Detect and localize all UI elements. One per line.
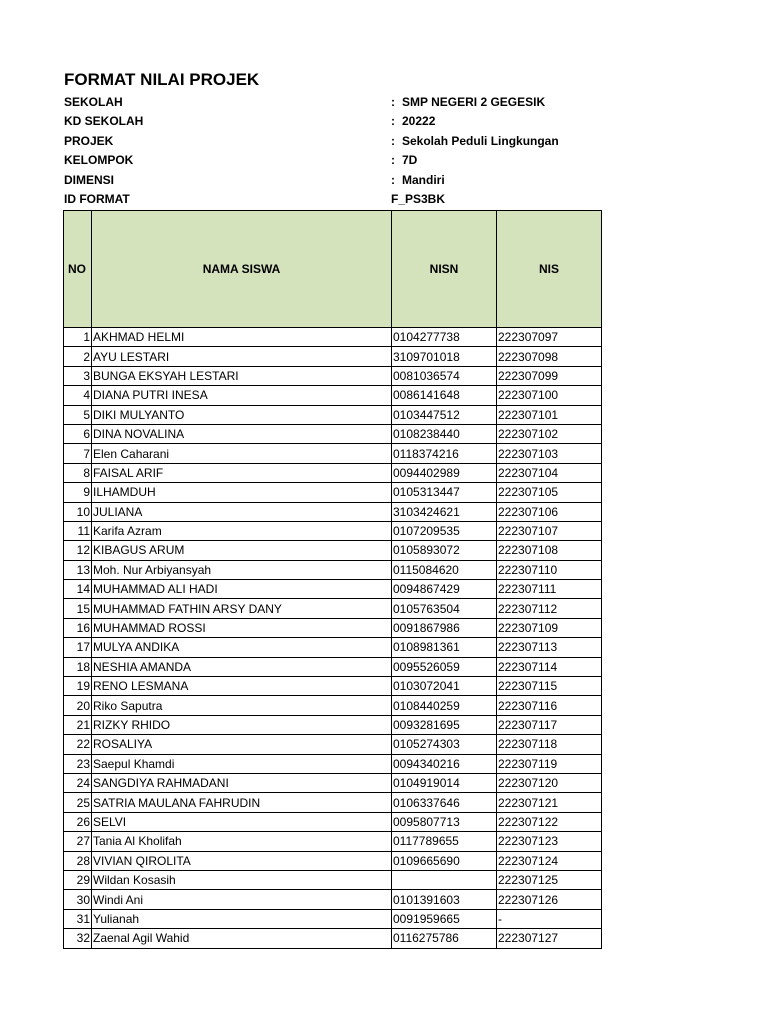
cell-nis: 222307120	[497, 773, 602, 792]
cell-nis: 222307121	[497, 793, 602, 812]
cell-nisn	[392, 870, 497, 889]
cell-no: 28	[64, 851, 92, 870]
cell-nisn: 0091867986	[392, 618, 497, 637]
table-row	[64, 521, 602, 540]
meta-value-row	[391, 172, 445, 188]
cell-nis: 222307125	[497, 870, 602, 889]
cell-no: 32	[64, 929, 92, 948]
table-row	[64, 386, 602, 405]
table-row	[64, 696, 602, 715]
cell-no: 7	[64, 444, 92, 463]
table-row	[64, 502, 602, 521]
table-row	[64, 463, 602, 482]
table-row	[64, 560, 602, 579]
cell-nis: -	[497, 909, 602, 928]
cell-nisn: 0109665690	[392, 851, 497, 870]
cell-nis: 222307099	[497, 366, 602, 385]
header-name: NAMA SISWA	[92, 211, 392, 328]
cell-nisn: 0094402989	[392, 463, 497, 482]
cell-name: Wildan Kosasih	[92, 870, 392, 889]
table-row	[64, 347, 602, 366]
meta-colon: :	[391, 153, 395, 168]
table-row	[64, 735, 602, 754]
cell-nis: 222307100	[497, 386, 602, 405]
cell-nis: 222307105	[497, 483, 602, 502]
meta-label: DIMENSI	[64, 172, 115, 187]
cell-no: 15	[64, 599, 92, 618]
cell-nis: 222307116	[497, 696, 602, 715]
cell-nisn: 0104919014	[392, 773, 497, 792]
table-row	[64, 366, 602, 385]
cell-no: 2	[64, 347, 92, 366]
table-body	[64, 328, 602, 949]
meta-value: Sekolah Peduli Lingkungan	[402, 133, 559, 148]
cell-name: AYU LESTARI	[92, 347, 392, 366]
meta-value: SMP NEGERI 2 GEGESIK	[402, 95, 546, 109]
cell-nisn: 0106337646	[392, 793, 497, 812]
header-no: NO	[64, 211, 92, 328]
cell-nisn: 0091959665	[392, 909, 497, 928]
table-row	[64, 677, 602, 696]
table-row	[64, 773, 602, 792]
cell-name: MUHAMMAD ROSSI	[92, 618, 392, 637]
cell-no: 17	[64, 638, 92, 657]
cell-name: Karifa Azram	[92, 521, 392, 540]
table-row	[64, 618, 602, 637]
table-row	[64, 929, 602, 948]
cell-nisn: 0101391603	[392, 890, 497, 909]
cell-name: BUNGA EKSYAH LESTARI	[92, 366, 392, 385]
cell-nis: 222307113	[497, 638, 602, 657]
cell-no: 13	[64, 560, 92, 579]
cell-no: 29	[64, 870, 92, 889]
cell-nisn: 0108440259	[392, 696, 497, 715]
cell-nisn: 0105763504	[392, 599, 497, 618]
cell-nisn: 0105274303	[392, 735, 497, 754]
cell-name: ROSALIYA	[92, 735, 392, 754]
cell-name: NESHIA AMANDA	[92, 657, 392, 676]
cell-name: AKHMAD HELMI	[92, 328, 392, 347]
cell-nisn: 0103072041	[392, 677, 497, 696]
cell-nisn: 0108981361	[392, 638, 497, 657]
cell-nis: 222307119	[497, 754, 602, 773]
cell-nis: 222307106	[497, 502, 602, 521]
meta-colon: :	[391, 172, 395, 187]
table-row	[64, 580, 602, 599]
cell-nisn: 3103424621	[392, 502, 497, 521]
cell-nisn: 0094867429	[392, 580, 497, 599]
cell-no: 1	[64, 328, 92, 347]
meta-value-row	[391, 133, 559, 149]
cell-nis: 222307118	[497, 735, 602, 754]
meta-value: 7D	[402, 153, 418, 168]
cell-no: 5	[64, 405, 92, 424]
cell-nisn: 0086141648	[392, 386, 497, 405]
cell-no: 21	[64, 715, 92, 734]
cell-nisn: 0118374216	[392, 444, 497, 463]
cell-nis: 222307101	[497, 405, 602, 424]
cell-nisn: 0105893072	[392, 541, 497, 560]
cell-nis: 222307124	[497, 851, 602, 870]
table-row	[64, 424, 602, 443]
cell-name: Windi Ani	[92, 890, 392, 909]
meta-value: 20222	[402, 114, 436, 129]
cell-name: MULYA ANDIKA	[92, 638, 392, 657]
cell-no: 9	[64, 483, 92, 502]
meta-colon: :	[391, 114, 395, 129]
table-row	[64, 328, 602, 347]
cell-nisn: 0117789655	[392, 832, 497, 851]
cell-nis: 222307103	[497, 444, 602, 463]
table-row	[64, 541, 602, 560]
meta-value-row	[391, 152, 417, 168]
cell-name: DIKI MULYANTO	[92, 405, 392, 424]
table-row	[64, 832, 602, 851]
cell-nis: 222307098	[497, 347, 602, 366]
cell-nisn: 0108238440	[392, 424, 497, 443]
cell-name: SATRIA MAULANA FAHRUDIN	[92, 793, 392, 812]
cell-no: 10	[64, 502, 92, 521]
meta-value-row	[391, 191, 445, 207]
meta-label: PROJEK	[64, 133, 114, 148]
cell-name: DIANA PUTRI INESA	[92, 386, 392, 405]
table-row	[64, 405, 602, 424]
cell-no: 30	[64, 890, 92, 909]
cell-nisn: 0103447512	[392, 405, 497, 424]
meta-value-row	[391, 94, 545, 110]
cell-no: 19	[64, 677, 92, 696]
cell-no: 14	[64, 580, 92, 599]
cell-name: MUHAMMAD ALI HADI	[92, 580, 392, 599]
cell-no: 16	[64, 618, 92, 637]
cell-name: JULIANA	[92, 502, 392, 521]
cell-name: Riko Saputra	[92, 696, 392, 715]
cell-name: VIVIAN QIROLITA	[92, 851, 392, 870]
cell-nisn: 0116275786	[392, 929, 497, 948]
meta-colon: :	[391, 95, 395, 109]
cell-name: ILHAMDUH	[92, 483, 392, 502]
table-row	[64, 890, 602, 909]
cell-no: 20	[64, 696, 92, 715]
cell-nis: 222307122	[497, 812, 602, 831]
table-row	[64, 638, 602, 657]
cell-name: Moh. Nur Arbiyansyah	[92, 560, 392, 579]
cell-name: Tania Al Kholifah	[92, 832, 392, 851]
cell-nisn: 0115084620	[392, 560, 497, 579]
cell-nis: 222307102	[497, 424, 602, 443]
cell-no: 4	[64, 386, 92, 405]
table-row	[64, 851, 602, 870]
cell-nis: 222307115	[497, 677, 602, 696]
table-row	[64, 599, 602, 618]
table-row	[64, 754, 602, 773]
header-nisn: NISN	[392, 211, 497, 328]
cell-nisn: 0095526059	[392, 657, 497, 676]
cell-nis: 222307112	[497, 599, 602, 618]
cell-nis: 222307114	[497, 657, 602, 676]
cell-name: SANGDIYA RAHMADANI	[92, 773, 392, 792]
cell-nisn: 3109701018	[392, 347, 497, 366]
cell-no: 25	[64, 793, 92, 812]
student-table	[63, 210, 602, 949]
cell-name: Yulianah	[92, 909, 392, 928]
cell-no: 26	[64, 812, 92, 831]
cell-name: SELVI	[92, 812, 392, 831]
cell-nis: 222307104	[497, 463, 602, 482]
cell-no: 31	[64, 909, 92, 928]
cell-name: Zaenal Agil Wahid	[92, 929, 392, 948]
cell-nisn: 0107209535	[392, 521, 497, 540]
cell-no: 12	[64, 541, 92, 560]
cell-nis: 222307123	[497, 832, 602, 851]
cell-name: RIZKY RHIDO	[92, 715, 392, 734]
cell-nisn: 0104277738	[392, 328, 497, 347]
cell-name: Saepul Khamdi	[92, 754, 392, 773]
table-row	[64, 793, 602, 812]
table-row	[64, 444, 602, 463]
cell-nisn: 0105313447	[392, 483, 497, 502]
cell-no: 11	[64, 521, 92, 540]
meta-value-row	[391, 113, 435, 129]
meta-colon: :	[391, 133, 395, 148]
cell-nis: 222307111	[497, 580, 602, 599]
cell-no: 8	[64, 463, 92, 482]
cell-nis: 222307097	[497, 328, 602, 347]
cell-name: DINA NOVALINA	[92, 424, 392, 443]
cell-name: Elen Caharani	[92, 444, 392, 463]
cell-no: 6	[64, 424, 92, 443]
meta-value: Mandiri	[402, 172, 445, 187]
header-nis: NIS	[497, 211, 602, 328]
cell-no: 24	[64, 773, 92, 792]
cell-nis: 222307110	[497, 560, 602, 579]
table-row	[64, 483, 602, 502]
table-row	[64, 657, 602, 676]
cell-nisn: 0081036574	[392, 366, 497, 385]
cell-no: 27	[64, 832, 92, 851]
cell-no: 23	[64, 754, 92, 773]
cell-no: 3	[64, 366, 92, 385]
meta-label: SEKOLAH	[64, 95, 123, 109]
cell-no: 22	[64, 735, 92, 754]
cell-nisn: 0095807713	[392, 812, 497, 831]
cell-name: FAISAL ARIF	[92, 463, 392, 482]
table-row	[64, 812, 602, 831]
cell-nis: 222307109	[497, 618, 602, 637]
meta-label: KELOMPOK	[64, 153, 134, 168]
table-header-row	[64, 211, 602, 328]
cell-nis: 222307126	[497, 890, 602, 909]
cell-no: 18	[64, 657, 92, 676]
meta-label: ID FORMAT	[64, 192, 130, 206]
cell-nisn: 0094340216	[392, 754, 497, 773]
cell-name: MUHAMMAD FATHIN ARSY DANY	[92, 599, 392, 618]
table-row	[64, 870, 602, 889]
cell-nis: 222307107	[497, 521, 602, 540]
table-row	[64, 909, 602, 928]
cell-nisn: 0093281695	[392, 715, 497, 734]
meta-label: KD SEKOLAH	[64, 114, 144, 129]
cell-name: KIBAGUS ARUM	[92, 541, 392, 560]
cell-name: RENO LESMANA	[92, 677, 392, 696]
table-row	[64, 715, 602, 734]
cell-nis: 222307117	[497, 715, 602, 734]
cell-nis: 222307108	[497, 541, 602, 560]
cell-nis: 222307127	[497, 929, 602, 948]
page-title: FORMAT NILAI PROJEK	[64, 70, 260, 89]
meta-value: F_PS3BK	[391, 192, 446, 206]
